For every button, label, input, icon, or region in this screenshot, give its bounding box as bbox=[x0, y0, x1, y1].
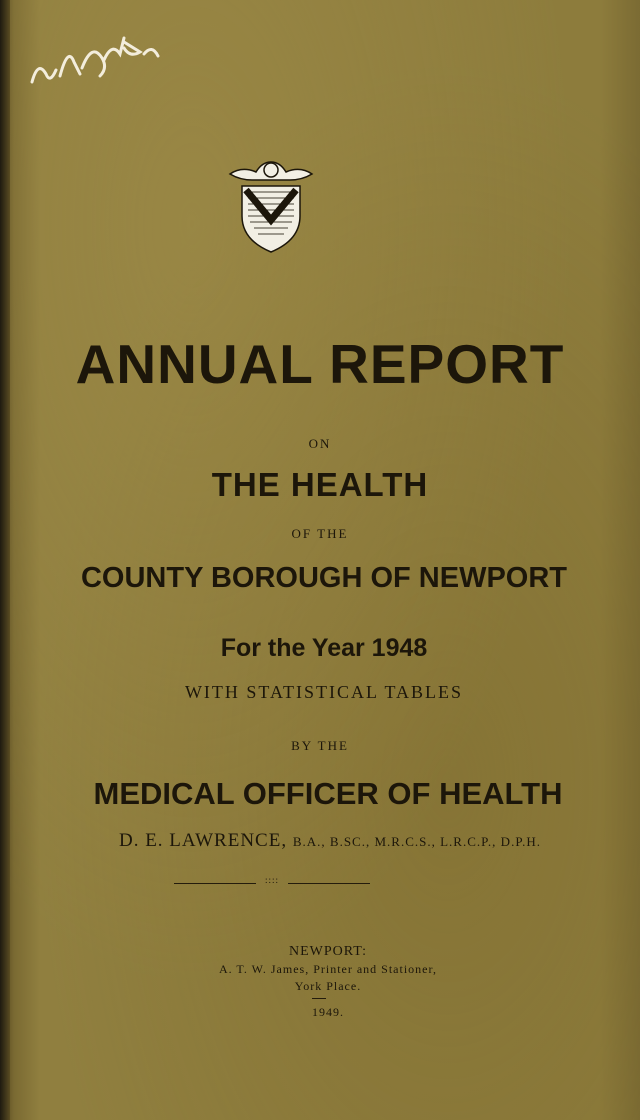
author-name: D. E. LAWRENCE, bbox=[118, 830, 288, 851]
handwritten-annotation bbox=[20, 20, 180, 100]
of-the-label: OF THE bbox=[291, 526, 349, 541]
report-title: ANNUAL REPORT bbox=[75, 333, 565, 395]
statistical-tables-line: WITH STATISTICAL TABLES bbox=[184, 682, 464, 702]
borough-name: COUNTY BOROUGH OF NEWPORT bbox=[80, 562, 568, 594]
borough-crest-icon bbox=[228, 160, 314, 260]
imprint-place: NEWPORT: bbox=[288, 944, 367, 959]
divider-rule-left bbox=[174, 883, 256, 884]
report-subject: THE HEALTH bbox=[211, 466, 429, 503]
print-year: 1949. bbox=[312, 1005, 344, 1019]
divider-ornament: :::: bbox=[264, 875, 279, 885]
author-qualifications: B.A., B.SC., M.R.C.S., L.R.C.P., D.P.H. bbox=[292, 834, 541, 849]
officer-title: MEDICAL OFFICER OF HEALTH bbox=[93, 776, 563, 811]
ornamental-divider bbox=[174, 875, 370, 890]
by-the-label: BY THE bbox=[291, 738, 349, 753]
printer-address: York Place. bbox=[294, 979, 362, 993]
author-line bbox=[10, 830, 640, 852]
divider-rule-right bbox=[288, 883, 370, 884]
report-year: For the Year 1948 bbox=[220, 634, 428, 662]
imprint-rule bbox=[312, 998, 326, 999]
printer-name: A. T. W. James, Printer and Stationer, bbox=[218, 962, 438, 976]
on-label: ON bbox=[308, 436, 332, 451]
